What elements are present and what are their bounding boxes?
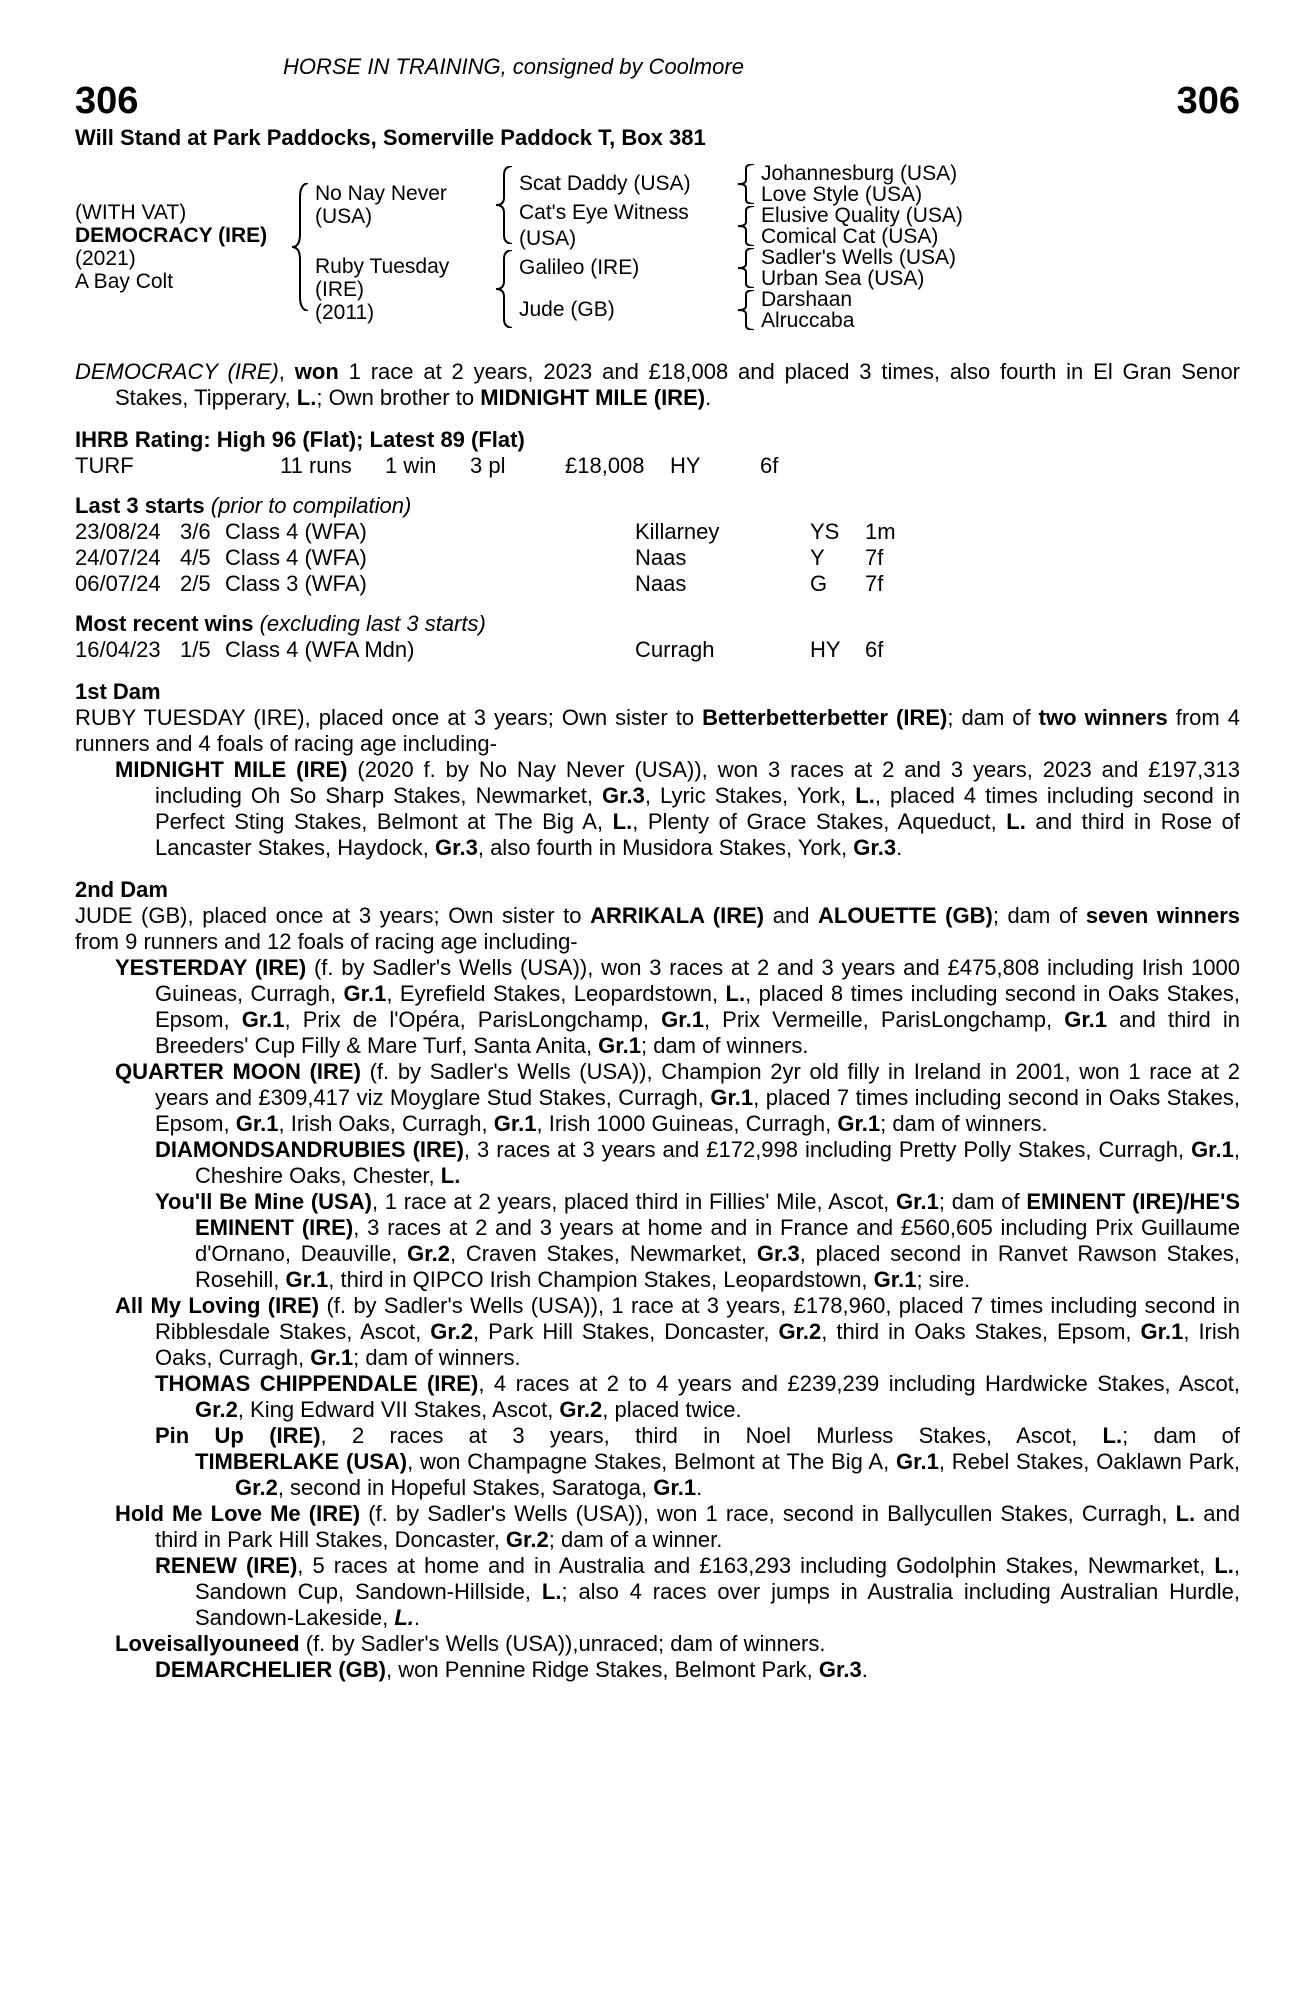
lot-number-left: 306 — [75, 80, 139, 122]
pedigree-paragraph: QUARTER MOON (IRE) (f. by Sadler's Wells (USA)), Champion 2yr old filly in Ireland in 2001, won 1 race at 2 years and £309,417 viz Moyglare Stud Stakes, Curragh, Gr.1, placed 7 times including second in Oaks Stakes, Epsom, Gr.1, Irish Oaks, Curragh, Gr.1, Irish 1000 Guineas, Curragh, Gr.1; dam of winners. — [115, 1059, 1240, 1136]
consignor-line: HORSE IN TRAINING, consigned by Coolmore — [283, 54, 744, 79]
race-distance: 1m — [865, 519, 896, 544]
grandsire-row — [519, 247, 956, 289]
last-starts-subtitle: (prior to compilation) — [210, 493, 412, 518]
runs-count: 11 runs — [280, 453, 352, 478]
race-row — [75, 637, 1240, 663]
pedigree-paragraph: DIAMONDSANDRUBIES (IRE), 3 races at 3 years and £172,998 including Pretty Polly Stakes, Curragh, Gr.1, Cheshire Oaks, Chester, L. — [155, 1137, 1240, 1188]
great-granddam-name: Love Style (USA) — [761, 183, 923, 206]
summary-paragraph: DEMOCRACY (IRE), won 1 race at 2 years, 2023 and £18,008 and placed 3 times, also fourth in El Gran Senor Stakes, Tipperary, L.; Own brother to MIDNIGHT MILE (IRE). — [75, 359, 1241, 410]
race-date: 06/07/24 — [75, 571, 161, 596]
race-position: 2/5 — [180, 571, 211, 596]
dam-name-text: Ruby Tuesday (IRE) — [315, 254, 450, 301]
great-granddam-name: Urban Sea (USA) — [761, 267, 925, 290]
dam-name — [315, 255, 495, 324]
race-going: YS — [810, 519, 840, 544]
race-position: 4/5 — [180, 545, 211, 570]
pedigree-brace-icon — [495, 250, 515, 328]
pedigree-paragraph: JUDE (GB), placed once at 3 years; Own sister to ARRIKALA (IRE) and ALOUETTE (GB); dam of seven winners from 9 runners and 12 foals of racing age including- — [75, 903, 1241, 954]
horse-foaled-year: (2021) — [75, 247, 136, 270]
race-row — [75, 519, 1240, 545]
race-going: HY — [810, 637, 841, 662]
pedigree-paragraph: RUBY TUESDAY (IRE), placed once at 3 years; Own sister to Betterbetterbetter (IRE); dam of two winners from 4 runners and 4 foals of racing age including- — [75, 705, 1241, 756]
horse-name: DEMOCRACY (IRE) — [75, 224, 268, 247]
race-summary — [75, 359, 1240, 411]
pedigree-paragraph: YESTERDAY (IRE) (f. by Sadler's Wells (USA)), won 3 races at 2 and 3 years and £475,808 including Irish 1000 Guineas, Curragh, Gr.1, Eyrefield Stakes, Leopardstown, L., placed 8 times including second in Oaks Stakes, Epsom, Gr.1, Prix de l'Opéra, ParisLongchamp, Gr.1, Prix Vermeille, ParisLongchamp, Gr.1 and third in Breeders' Cup Filly & Mare Turf, Santa Anita, Gr.1; dam of winners. — [115, 955, 1241, 1058]
pedigree-paragraph: THOMAS CHIPPENDALE (IRE), 4 races at 2 to 4 years and £239,239 including Hardwicke Stakes, Ascot, Gr.2, King Edward VII Stakes, Ascot, Gr.2, placed twice. — [155, 1371, 1241, 1422]
great-grandsire-name: Johannesburg (USA) — [761, 162, 958, 185]
recent-wins-heading — [75, 611, 1240, 637]
sire-row — [315, 162, 963, 250]
horse-description: A Bay Colt — [75, 270, 174, 293]
pedigree-paragraph: TIMBERLAKE (USA), won Champagne Stakes, Belmont at The Big A, Gr.1, Rebel Stakes, Oaklawn Park, Gr.2, second in Hopeful Stakes, Saratoga, Gr.1. — [195, 1449, 1240, 1500]
pedigree-brace-icon — [737, 206, 757, 246]
recent-wins-subtitle: (excluding last 3 starts) — [259, 611, 486, 636]
recent-wins-table — [75, 637, 1240, 663]
pedigree-paragraph: Loveisallyouneed (f. by Sadler's Wells (USA)),unraced; dam of winners. — [115, 1631, 826, 1656]
earnings-value: £18,008 — [565, 453, 645, 478]
sire-name: No Nay Never (USA) — [315, 182, 447, 228]
race-date: 23/08/24 — [75, 519, 161, 544]
race-track: Naas — [635, 545, 687, 570]
pedigree-brace-icon — [737, 164, 757, 204]
lot-number-row — [75, 81, 1240, 121]
race-date: 24/07/24 — [75, 545, 161, 570]
dam-foaled-year: (2011) — [315, 300, 375, 324]
race-position: 3/6 — [180, 519, 211, 544]
grandsire-row — [519, 163, 963, 205]
pedigree-paragraph: All My Loving (IRE) (f. by Sadler's Wells (USA)), 1 race at 3 years, £178,960, placed 7 times including second in Ribblesdale Stakes, Ascot, Gr.2, Park Hill Stakes, Doncaster, Gr.2, third in Oaks Stakes, Epsom, Gr.1, Irish Oaks, Curragh, Gr.1; dam of winners. — [115, 1293, 1241, 1370]
granddam-name: Cat's Eye Witness (USA) — [519, 201, 689, 250]
pedigree-paragraph: DEMARCHELIER (GB), won Pennine Ridge Stakes, Belmont Park, Gr.3. — [155, 1657, 868, 1682]
race-distance: 7f — [865, 571, 884, 596]
second-dam-section — [75, 903, 1240, 1683]
race-class: Class 4 (WFA) — [225, 545, 367, 570]
dam-row — [315, 247, 963, 331]
great-grandsire-name: Elusive Quality (USA) — [761, 204, 963, 227]
pedigree-brace-icon — [737, 290, 757, 330]
vat-note: (WITH VAT) — [75, 201, 187, 224]
recent-wins-title: Most recent wins — [75, 611, 254, 636]
race-track: Curragh — [635, 637, 715, 662]
surface-label: TURF — [75, 453, 134, 478]
grandsire-name: Scat Daddy (USA) — [519, 172, 691, 195]
race-row — [75, 545, 1240, 571]
first-dam-heading: 1st Dam — [75, 679, 161, 704]
race-going: G — [810, 571, 828, 596]
granddam-row — [519, 201, 963, 250]
first-dam-section — [75, 705, 1240, 861]
wins-count: 1 win — [385, 453, 437, 478]
horse-details — [75, 201, 291, 293]
pedigree-brace-icon — [291, 183, 311, 311]
pedigree-paragraph: Hold Me Love Me (IRE) (f. by Sadler's Wells (USA)), won 1 race, second in Ballycullen Stakes, Curragh, L. and third in Park Hill Stakes, Doncaster, Gr.2; dam of a winner. — [115, 1501, 1240, 1552]
pedigree-table — [75, 161, 1240, 333]
lot-number-right: 306 — [1176, 80, 1240, 122]
parents-column — [315, 163, 963, 331]
distance-value: 6f — [760, 453, 779, 478]
pedigree-paragraph: You'll Be Mine (USA), 1 race at 2 years, placed third in Fillies' Mile, Ascot, Gr.1; dam of EMINENT (IRE)/HE'S EMINENT (IRE), 3 races at 2 and 3 years at home and in France and £560,605 including Prix Guillaume d'Ornano, Deauville, Gr.2, Craven Stakes, Newmarket, Gr.3, placed second in Ranvet Rawson Stakes, Rosehill, Gr.1, third in QIPCO Irish Champion Stakes, Leopardstown, Gr.1; sire. — [155, 1189, 1240, 1292]
race-class: Class 4 (WFA Mdn) — [225, 637, 415, 662]
pedigree-brace-icon — [737, 248, 757, 288]
granddam-row — [519, 289, 956, 331]
granddam-name: Jude (GB) — [519, 298, 615, 321]
rating-line: IHRB Rating: High 96 (Flat); Latest 89 (Flat) — [75, 427, 525, 452]
race-going: Y — [810, 545, 825, 570]
last-starts-title: Last 3 starts — [75, 493, 205, 518]
second-dam-heading: 2nd Dam — [75, 877, 168, 902]
turf-record-row — [75, 453, 1240, 479]
race-row — [75, 571, 1240, 597]
pedigree-brace-icon — [495, 166, 515, 244]
pedigree-paragraph: RENEW (IRE), 5 races at home and in Australia and £163,293 including Godolphin Stakes, Newmarket, L., Sandown Cup, Sandown-Hillside, L.; also 4 races over jumps in Australia including Australian Hurdle, Sandown-Lakeside, L.. — [155, 1553, 1241, 1630]
places-count: 3 pl — [470, 453, 506, 478]
pedigree-paragraph: MIDNIGHT MILE (IRE) (2020 f. by No Nay Never (USA)), won 3 races at 2 and 3 years, 2023 and £197,313 including Oh So Sharp Stakes, Newmarket, Gr.3, Lyric Stakes, York, L., placed 4 times including second in Perfect Sting Stakes, Belmont at The Big A, L., Plenty of Grace Stakes, Aqueduct, L. and third in Rose of Lancaster Stakes, Haydock, Gr.3, also fourth in Musidora Stakes, York, Gr.3. — [115, 757, 1240, 860]
last-starts-table — [75, 519, 1240, 597]
race-position: 1/5 — [180, 637, 211, 662]
race-track: Killarney — [635, 519, 720, 544]
race-class: Class 3 (WFA) — [225, 571, 367, 596]
race-class: Class 4 (WFA) — [225, 519, 367, 544]
grandsire-name: Galileo (IRE) — [519, 256, 640, 279]
stand-line: Will Stand at Park Paddocks, Somerville Paddock T, Box 381 — [75, 125, 706, 150]
great-granddam-name: Comical Cat (USA) — [761, 225, 939, 248]
great-granddam-name: Alruccaba — [761, 309, 855, 332]
race-track: Naas — [635, 571, 687, 596]
great-grandsire-name: Darshaan — [761, 288, 853, 311]
pedigree-paragraph: Pin Up (IRE), 2 races at 3 years, third in Noel Murless Stakes, Ascot, L.; dam of — [155, 1423, 1240, 1448]
last-starts-heading — [75, 493, 1240, 519]
race-date: 16/04/23 — [75, 637, 161, 662]
race-distance: 6f — [865, 637, 884, 662]
going-code: HY — [670, 453, 701, 478]
great-grandsire-name: Sadler's Wells (USA) — [761, 246, 956, 269]
race-distance: 7f — [865, 545, 884, 570]
